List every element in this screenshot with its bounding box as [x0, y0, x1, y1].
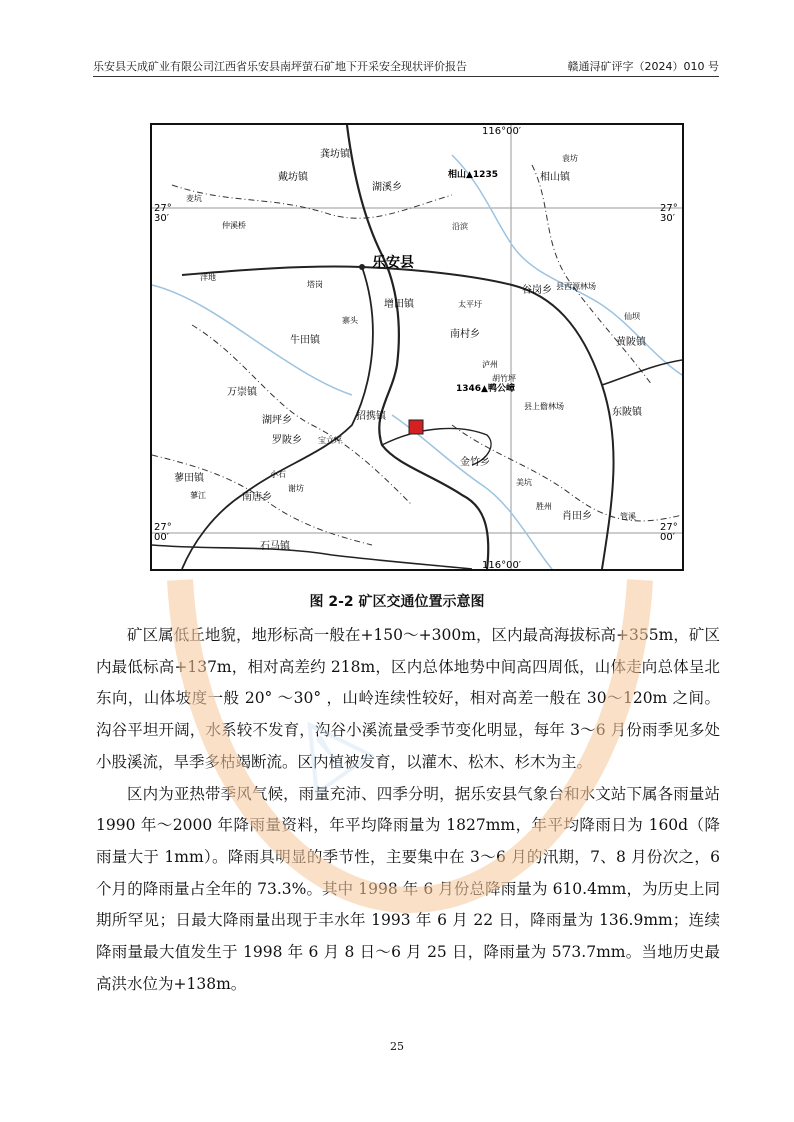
page-header — [93, 58, 719, 76]
place-daifang: 戴坊镇 — [278, 172, 308, 183]
place-tagang: 塔岗 — [307, 280, 323, 289]
place-zhibin: 沿滨 — [452, 222, 468, 231]
place-huangpi: 黄陂镇 — [616, 337, 646, 348]
lat-label-top-right-min: 30′ — [660, 213, 675, 224]
figure-caption: 图 2-2 矿区交通位置示意图 — [309, 594, 485, 610]
place-nantang: 南唐乡 — [242, 492, 272, 503]
place-huxi: 湖溪乡 — [372, 182, 402, 193]
place-niutian: 牛田镇 — [290, 335, 320, 346]
header-report-title: 乐安县天成矿业有限公司江西省乐安县南坪萤石矿地下开采安全现状评价报告 — [93, 60, 467, 73]
place-shengzhou: 胜州 — [536, 502, 552, 511]
lat-label-top-left-min: 30′ — [154, 213, 169, 224]
page-number: 25 — [390, 1040, 404, 1053]
river-3 — [392, 415, 552, 569]
place-xiejia: 谢坊 — [288, 484, 304, 493]
place-xiaotian: 肖田乡 — [562, 511, 592, 522]
place-zhaotou: 寨头 — [342, 316, 358, 325]
place-zhaoxie: 招携镇 — [356, 411, 386, 422]
traffic-location-map — [150, 123, 684, 571]
place-liaotian: 蓼田镇 — [174, 473, 204, 484]
lat-label-top-left: 27° — [154, 203, 172, 214]
place-nancun: 南村乡 — [450, 329, 480, 340]
lat-label-bottom-left-min: 00′ — [154, 532, 169, 543]
lon-label-bottom: 116°00′ — [482, 560, 522, 569]
place-yangdi: 洋地 — [200, 273, 216, 282]
lon-label-top: 116°00′ — [482, 126, 522, 137]
place-lean-county: 乐安县 — [372, 255, 414, 271]
lat-label-bottom-right-min: 00′ — [660, 532, 675, 543]
watermark-text: ⚠ — [264, 684, 391, 817]
body-text — [96, 620, 720, 1000]
place-huping: 湖坪乡 — [262, 415, 292, 426]
place-meitou: 美坑 — [516, 478, 532, 487]
place-xiaoshi: 小石 — [270, 470, 286, 479]
place-hutianping: 胡竹坪 — [492, 374, 516, 383]
lat-label-top-right: 27° — [660, 203, 678, 214]
boundary-line-2 — [532, 165, 652, 385]
place-luopi: 罗陂乡 — [272, 435, 302, 446]
main-road — [347, 125, 488, 569]
road-south — [152, 545, 472, 569]
paragraph-climate: 区内为亚热带季风气候，雨量充沛、四季分明，据乐安县气象台和水文站下属各雨量站 1990 年～2000 年降雨量资料，年平均降雨量为 1827mm，年平均降雨日为 160d（降雨量大于 1mm）。降雨具明显的季节性，主要集中在 3～6 月的汛期，7、8 月份次之，6 个月的降雨量占全年的 73.3%。其中 1998 年 6 月份总降雨量为 610.4mm，为历史上同期所罕见；日最大降雨量出现于丰水年 1993 年 6 月 22 日，降雨量为 136.9mm；连续降雨量最大值发生于 1998 年 6 月 8 日～6 月 25 日，降雨量为 573.7mm。当地历史最高洪水位为+138m。 — [96, 784, 720, 993]
header-document-number: 赣通浔矿评字（2024）010 号 — [567, 60, 719, 73]
place-jinzhu: 金竹乡 — [460, 457, 490, 468]
place-wanchong: 万崇镇 — [227, 387, 257, 398]
place-gongfang: 龚坊镇 — [320, 149, 350, 160]
place-yagong-peak: 1346▲鸭公嶂 — [456, 384, 515, 394]
place-gugang: 谷岗乡 — [522, 285, 552, 296]
place-taiping: 太平圩 — [458, 300, 482, 309]
place-xianba: 仙坝 — [624, 312, 640, 321]
paragraph-terrain: 矿区属低丘地貌，地形标高一般在+150～+300m，区内最高海拔标高+355m，矿区内最低标高+137m，相对高差约 218m，区内总体地势中间高四周低，山体走向总体呈北东向，山体坡度一般 20° ～30° ，山岭连续性较好，相对高差一般在 30～120m 之间。沟谷平坦开阔，水系较不发育，沟谷小溪流量受季节变化明显，每年 3～6 月份雨季见多处小股溪流，旱季多枯竭断流。区内植被发育，以灌木、松木、杉木为主。 — [96, 626, 720, 771]
river-1 — [452, 155, 682, 375]
river-2 — [152, 285, 352, 395]
place-maikeng: 麦坑 — [186, 194, 202, 203]
place-baotian: 宝立坪 — [318, 436, 342, 445]
lat-label-bottom-left: 27° — [154, 522, 172, 533]
place-luzhou: 泸州 — [482, 360, 498, 369]
header-divider — [93, 76, 719, 77]
place-xiangshan-town: 相山镇 — [540, 172, 570, 183]
place-xiancang-forest: 县上儋林场 — [524, 402, 564, 411]
map-svg — [152, 125, 682, 569]
place-guanxi: 管溪 — [620, 512, 636, 521]
boundary-line-1 — [172, 185, 452, 218]
county-seat-dot — [359, 264, 365, 270]
place-zhongyuanqiao: 仲溪桥 — [222, 221, 246, 230]
place-dongpi: 东陂镇 — [612, 407, 642, 418]
mine-area-marker — [409, 420, 423, 434]
place-zengtian: 增田镇 — [384, 299, 414, 310]
place-xixi-forest: 县西源林场 — [556, 282, 596, 291]
place-yuanfang: 袁坊 — [562, 154, 578, 163]
place-jiangjiang: 蓼江 — [190, 491, 206, 500]
boundary-line-4 — [452, 425, 682, 521]
place-shima: 石马镇 — [260, 541, 290, 552]
place-xiangshan-peak: 相山▲1235 — [448, 170, 498, 180]
lat-label-bottom-right: 27° — [660, 522, 678, 533]
